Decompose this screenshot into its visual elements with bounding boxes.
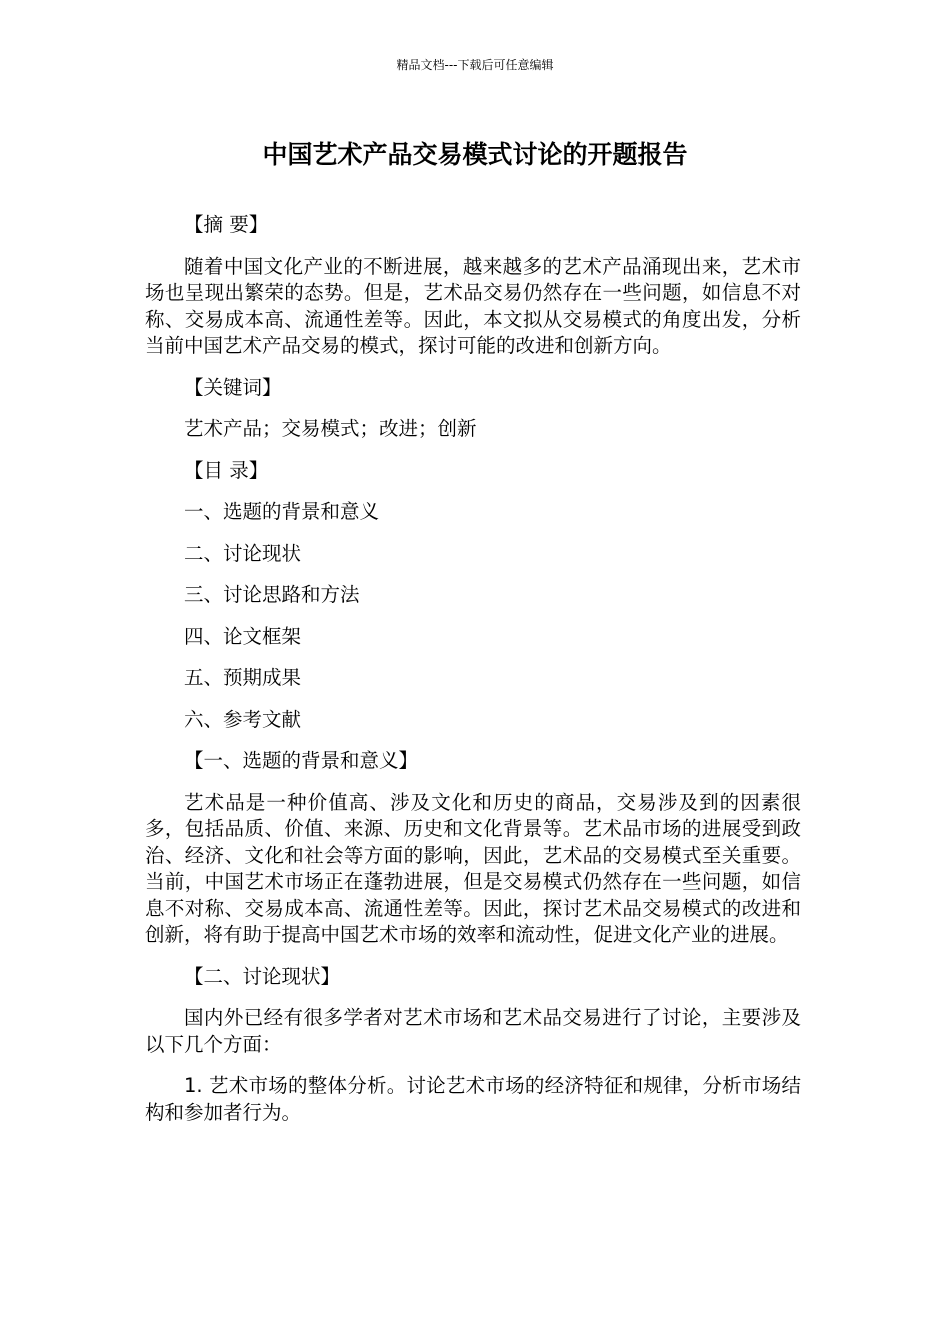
toc-item: 三、讨论思路和方法	[184, 583, 360, 606]
toc-item: 二、讨论现状	[184, 541, 302, 565]
section2-point-1: 1. 艺术市场的整体分析。讨论艺术市场的经济特征和规律，分析市场结构和参加者行为。	[145, 1074, 801, 1124]
toc-item: 五、预期成果	[184, 666, 302, 689]
abstract-heading: 【摘 要】	[184, 213, 269, 236]
document-title: 中国艺术产品交易模式讨论的开题报告	[262, 140, 688, 169]
abstract-paragraph: 随着中国文化产业的不断进展，越来越多的艺术产品涌现出来，艺术市场也呈现出繁荣的态势。但是，艺术品交易仍然存在一些问题，如信息不对称、交易成本高、流通性差等。因此，本文拟从交易模式的角度出发，分析当前中国艺术产品交易的模式，探讨可能的改进和创新方向。	[145, 254, 801, 357]
section1-paragraph: 艺术品是一种价值高、涉及文化和历史的商品，交易涉及到的因素很多，包括品质、价值、来源、历史和文化背景等。艺术品市场的进展受到政治、经济、文化和社会等方面的影响，因此，艺术品的交易模式至关重要。当前，中国艺术市场正在蓬勃进展，但是交易模式仍然存在一些问题，如信息不对称、交易成本高、流通性差等。因此，探讨艺术品交易模式的改进和创新，将有助于提高中国艺术市场的效率和流动性，促进文化产业的进展。	[145, 790, 801, 946]
toc-heading: 【目 录】	[184, 458, 269, 482]
page-header: 精品文档---下载后可任意编辑	[396, 58, 554, 72]
document-body	[145, 212, 801, 1141]
section2-intro-paragraph: 国内外已经有很多学者对艺术市场和艺术品交易进行了讨论，主要涉及以下几个方面：	[145, 1006, 801, 1056]
toc-item: 六、参考文献	[184, 707, 302, 731]
toc-item: 一、选题的背景和意义	[184, 500, 380, 523]
keywords-text: 艺术产品；交易模式；改进；创新	[184, 417, 477, 440]
section1-heading: 【一、选题的背景和意义】	[184, 749, 419, 772]
toc-item: 四、论文框架	[184, 624, 302, 648]
section2-heading: 【二、讨论现状】	[184, 964, 341, 988]
keywords-heading: 【关键词】	[184, 375, 282, 399]
